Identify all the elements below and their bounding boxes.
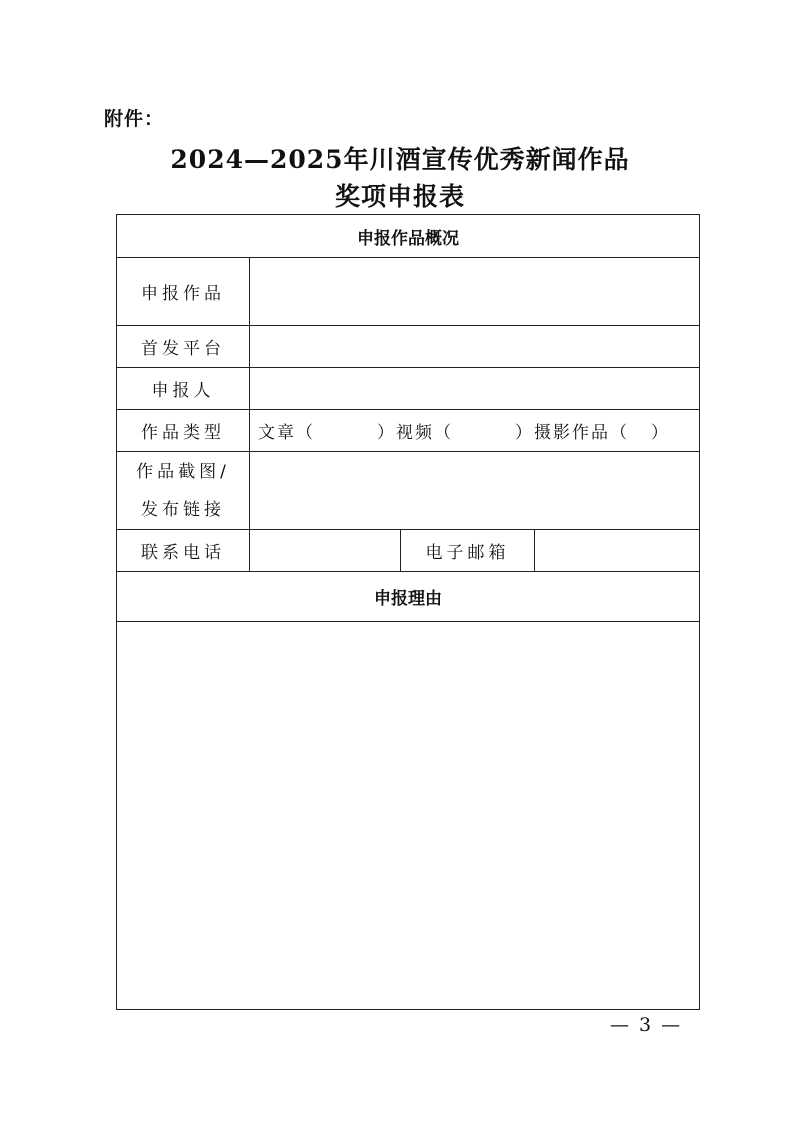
platform-label: 首发平台	[117, 326, 250, 368]
phone-label: 联系电话	[117, 530, 250, 572]
screenshot-row	[117, 452, 700, 530]
form-title-line2: 奖项申报表	[334, 182, 465, 211]
type-option-close: ）	[651, 423, 670, 443]
type-label: 作品类型	[117, 410, 250, 452]
attachment-label: 附件：	[104, 108, 165, 130]
type-option-photo: ）摄影作品（	[515, 423, 629, 443]
applicant-field[interactable]	[250, 368, 700, 410]
screenshot-field[interactable]	[250, 452, 700, 530]
applicant-row	[117, 368, 700, 410]
form-title-line1: 2024—2025年川酒宣传优秀新闻作品	[170, 145, 630, 174]
screenshot-label	[117, 452, 250, 530]
type-row	[117, 410, 700, 452]
work-row	[117, 258, 700, 326]
email-label: 电子邮箱	[401, 530, 535, 572]
type-option-article: 文章（	[258, 423, 315, 443]
section-overview-row	[117, 215, 700, 258]
section-reason-row	[117, 572, 700, 622]
reason-row	[117, 622, 700, 1010]
work-field[interactable]	[250, 258, 700, 326]
application-form-table	[116, 214, 700, 1010]
work-label: 申报作品	[117, 258, 250, 326]
section-overview-header: 申报作品概况	[117, 215, 700, 258]
type-option-video: ）视频（	[377, 423, 453, 443]
contact-row	[117, 530, 700, 572]
screenshot-label-line2: 发布链接	[141, 499, 225, 520]
platform-field[interactable]	[250, 326, 700, 368]
phone-field[interactable]	[250, 530, 401, 572]
email-field[interactable]	[535, 530, 700, 572]
platform-row	[117, 326, 700, 368]
page-number: — 3 —	[610, 1014, 683, 1036]
screenshot-label-line1: 作品截图/	[136, 461, 230, 482]
applicant-label: 申报人	[117, 368, 250, 410]
section-reason-header: 申报理由	[117, 572, 700, 622]
type-options	[250, 410, 700, 452]
reason-field[interactable]	[117, 622, 700, 1010]
